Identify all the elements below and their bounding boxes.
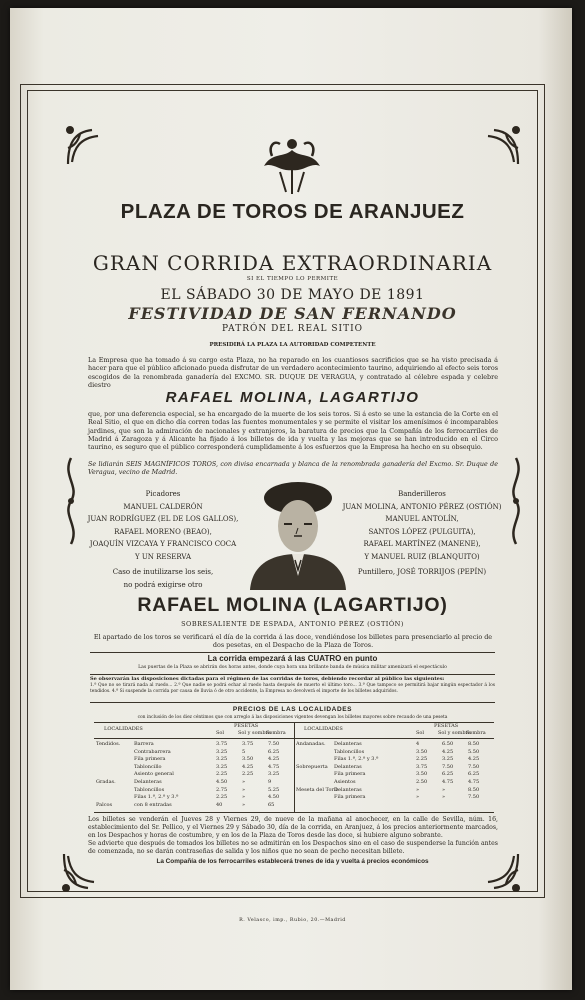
row-price-mix: » — [442, 786, 446, 793]
table-bottom-rule — [94, 812, 494, 813]
row-price-sombra: 4.75 — [468, 779, 480, 785]
sale-paragraph: Los billetes se venderán el Jueves 28 y Viernes 29, de nueve de la mañana al anochecer, en la calle de Sevilla, núm. 16, establecimiento del Sr. Pellico, y el Viernes 29 y Sábado 30, día de la corrida, en Aranjuez, á los precios anteriormente marcados, en los Despachos y horas de costumbre, y en los de la Plaza de Toros desde las doce, si hubiere alguno sobrante. — [88, 816, 498, 839]
picador-name: JOAQUÍN VIZCAYA Y FRANCISCO COCA — [89, 540, 237, 548]
row-price-sombra: 4.50 — [268, 794, 280, 801]
row-name: Filas 1.ª, 2.ª y 3.ª — [334, 756, 379, 763]
banderillero-name: RAFAEL MARTÍNEZ (MANENE), — [363, 540, 481, 548]
picador-name: Y UN RESERVA — [134, 552, 192, 561]
row-name: Asientos — [334, 779, 356, 785]
picador-name: JUAN RODRÍGUEZ (EL DE LOS GALLOS), — [87, 515, 239, 523]
bull-emblem-icon — [258, 132, 326, 198]
printer-credit: R. Velasco, imp., Rubio, 20.—Madrid — [239, 918, 346, 923]
row-price-sol: 3.25 — [216, 763, 228, 770]
picadores-column — [78, 488, 248, 591]
row-price-mix: 6.25 — [442, 771, 454, 778]
row-price-sol: 2.25 — [416, 756, 428, 763]
divider — [90, 674, 495, 675]
row-price-sombra: 4.25 — [468, 756, 480, 763]
picadores-note: no podrá exigirse otro — [123, 580, 203, 589]
row-group: Gradas. — [96, 779, 116, 785]
row-group: Meseta del Toril. — [296, 786, 339, 793]
row-price-sombra: 9 — [268, 779, 272, 785]
row-price-sol: 4 — [416, 741, 420, 747]
row-price-sol: 2.75 — [216, 786, 228, 793]
row-price-sombra: 6.25 — [468, 771, 480, 778]
price-table — [94, 722, 494, 812]
event-date: EL SÁBADO 30 DE MAYO DE 1891 — [160, 287, 425, 303]
side-ornament-right — [505, 456, 527, 546]
row-price-sombra: 65 — [268, 801, 275, 808]
row-price-sombra: 4.75 — [268, 763, 280, 770]
row-price-sol: 2.25 — [216, 794, 228, 801]
prices-heading: PRECIOS DE LAS LOCALIDADES — [232, 706, 353, 713]
header-sombra-left: Sombra — [266, 730, 286, 736]
row-price-mix: 3.25 — [442, 756, 454, 763]
banderillero-name: Y MANUEL RUIZ (BLANQUITO) — [364, 552, 480, 561]
poster-subtitle: GRAN CORRIDA EXTRAORDINARIA — [92, 251, 493, 275]
row-price-sol: 3.25 — [216, 756, 228, 763]
bulls-paragraph: Se lidiarán SEIS MAGNÍFICOS TOROS, con divisa encarnada y blanca de la renombrada ganadería del Excmo. Sr. Duque de Veragua, vecino de Madrid. — [88, 460, 498, 477]
row-price-mix: 5 — [242, 748, 246, 755]
festivity-title: FESTIVIDAD DE SAN FERNANDO — [128, 304, 457, 323]
banderillero-name: SANTOS LÓPEZ (PULGUITA), — [368, 527, 476, 536]
row-name: Barrera — [134, 741, 154, 747]
gates-note: Las puertas de la Plaza se abrirán dos horas antes, donde cuya hora una brillante banda de música militar amenizará el espectáculo — [138, 665, 447, 670]
picadores-heading: Picadores — [145, 490, 181, 498]
row-name: Tabloncillo — [134, 763, 162, 770]
row-price-sol: 3.50 — [416, 771, 428, 778]
row-price-mix: » — [242, 794, 246, 801]
sobresaliente-line: SOBRESALIENTE DE ESPADA, ANTONIO PÉREZ (OSTIÓN) — [181, 620, 404, 628]
row-price-mix: 6.50 — [442, 741, 454, 747]
table-center-rule — [294, 722, 295, 812]
row-name: Fila primera — [334, 771, 366, 778]
patron-line: PATRÓN DEL REAL SITIO — [221, 324, 364, 334]
banderillero-name: JUAN MOLINA, ANTONIO PÉREZ (OSTIÓN) — [342, 502, 502, 511]
header-mix-left: Sol y sombra — [238, 730, 271, 736]
row-name: Fila primera — [334, 794, 366, 801]
row-group: Sobrepuerta — [296, 763, 328, 770]
row-price-sombra: 5.25 — [268, 786, 280, 793]
row-price-sol: 3.50 — [416, 748, 428, 755]
prices-note: con inclusión de los diez céntimos que con arreglo á las disposiciones vigentes devengan los billetes mayores sobre recaudo de una peseta — [137, 715, 448, 720]
row-price-mix: » — [242, 786, 246, 793]
trains-line: La Compañía de los ferrocarriles establecerá trenes de ida y vuelta á precios económicos — [156, 858, 429, 865]
row-price-sombra: 7.50 — [468, 763, 480, 770]
lagartijo-portrait — [248, 480, 348, 590]
row-group: Tendidos. — [96, 741, 121, 747]
puntillero-line: Puntillero, JOSÉ TORRIJOS (PEPÍN) — [357, 568, 487, 576]
row-price-sombra: 7.50 — [468, 794, 480, 801]
row-price-sol: 3.25 — [216, 748, 228, 755]
row-price-mix: 4.25 — [442, 748, 454, 755]
row-group: Andanadas. — [296, 741, 326, 747]
row-price-mix: 7.50 — [442, 763, 454, 770]
row-price-sombra: 6.25 — [268, 748, 280, 755]
row-price-mix: 4.25 — [242, 763, 254, 770]
row-price-sombra: 8.50 — [468, 741, 480, 747]
row-price-sol: 3.75 — [216, 741, 228, 747]
table-header-rule — [94, 738, 494, 739]
row-price-sombra: 3.25 — [268, 771, 280, 778]
header-pesetas-left: PESETAS — [234, 723, 259, 729]
row-name: Delanteras — [134, 779, 162, 785]
row-price-mix: 3.75 — [242, 741, 254, 747]
picadores-note: Caso de inutilizarse los seis, — [112, 568, 214, 576]
matador-name: RAFAEL MOLINA, LAGARTIJO — [165, 389, 420, 406]
row-name: Tabloncillos — [334, 748, 365, 755]
row-price-mix: 2.25 — [242, 771, 254, 778]
row-name: Delanteras — [334, 763, 362, 770]
row-price-sombra: 4.25 — [268, 756, 280, 763]
matador-big-name: RAFAEL MOLINA (LAGARTIJO) — [137, 594, 448, 616]
intro-paragraph: La Empresa que ha tomado á su cargo esta Plaza, no ha reparado en los cuantiosos sacrificios que se ha visto precisada á hacer para que el público aficionado pueda disfrutar de un verdadero acontecimiento taurino, adquiriendo al efecto seis toros escogidos de la renombrada ganadería del EXCMO. SR. DUQUE DE VERAGUA, y contratado al célebre espada y celebre diestro — [88, 356, 498, 389]
picador-name: MANUEL CALDERÓN — [123, 502, 203, 511]
row-name: Delanteras — [334, 741, 362, 747]
row-price-mix: 3.50 — [242, 756, 254, 763]
banderilleros-heading: Banderilleros — [398, 490, 446, 498]
row-price-sol: » — [416, 786, 420, 793]
row-price-sombra: 7.50 — [268, 741, 280, 747]
row-group: Palcos — [96, 801, 113, 808]
row-name: Contrabarrera — [134, 748, 171, 755]
row-price-sol: 2.50 — [416, 779, 428, 785]
row-name: con 8 entradas — [134, 801, 172, 808]
header-sombra-right: Sombra — [466, 730, 486, 736]
row-price-sombra: 5.50 — [468, 748, 480, 755]
divider — [90, 652, 495, 653]
row-price-mix: 4.75 — [442, 779, 454, 785]
authority-line: PRESIDIRÁ LA PLAZA LA AUTORIDAD COMPETENTE — [209, 342, 376, 348]
row-price-mix: » — [242, 779, 246, 785]
exit-paragraph: Se advierte que después de tomados los billetes no se admitirán en los Despachos sino en el caso de suspenderse la función antes de comenzada, no se darán contraseñas de salida y los niños que no sean de pecho necesitan billete. — [88, 840, 498, 855]
rules-intro: Se observarán las disposiciones dictadas para el régimen de las corridas de toros, debiendo recordar al público las siguientes: — [90, 676, 445, 682]
header-pesetas-right: PESETAS — [434, 723, 459, 729]
row-price-sol: 40 — [216, 801, 223, 808]
corner-ornament-top-left — [64, 124, 110, 170]
row-name: Fila primera — [134, 756, 166, 763]
header-localidades-right: LOCALIDADES — [304, 726, 343, 732]
start-time: La corrida empezará á las CUATRO en punto — [207, 654, 378, 663]
row-name: Filas 1.ª, 2.ª y 3.ª — [134, 794, 179, 801]
row-price-sol: 2.25 — [216, 771, 228, 778]
header-sol-left: Sol — [216, 730, 225, 736]
header-sol-right: Sol — [416, 730, 425, 736]
header-localidades-left: LOCALIDADES — [104, 726, 143, 732]
banderillero-name: MANUEL ANTOLÍN, — [385, 515, 459, 523]
banderilleros-column — [337, 488, 507, 579]
description-paragraph: que, por una deferencia especial, se ha encargado de la muerte de los seis toros. Si á esto se une la estancia de la Corte en el Real Sitio, el que en dicho día corren todas las fuentes monumentales y se permite el visitar los amenísimos é incomparables jardines, que son la admiración de nacionales y extranjeros, la baratura de precios que la Compañía de los ferrocarriles de Madrid á Zaragoza y á Alicante ha fijado á los billetes de ida y vuelta y las mejoras que se han introducido en el Circo taurino, es seguro que el público corresponderá cumplidamente á los esfuerzos que la Empresa ha hecho en su obsequio. — [88, 410, 498, 452]
poster-title: PLAZA DE TOROS DE ARANJUEZ — [120, 200, 465, 223]
corner-ornament-top-right — [476, 124, 522, 170]
header-mix-right: Sol y sombra — [438, 730, 471, 736]
row-name: Tabloncillos — [134, 786, 165, 793]
rules-text: 1.ª Que no se tirará nada al ruedo... 2.ª Que nadie se podrá echar al ruedo hasta después de muerto el último toro... 3.ª Que tampoco se permitirá bajar ningún espectador á los tendidos. 4.ª Si suspende la corrida por causa de lluvia ó de otro accidente, la Empresa no devolverá el importe de los billetes adquiridos. — [90, 683, 495, 694]
picador-name: RAFAEL MORENO (BEAO), — [114, 527, 212, 536]
divider — [90, 702, 495, 703]
apartado-paragraph: El apartado de los toros se verificará el día de la corrida á las doce, vendiéndose los billetes para presenciarlo al precio de dos pesetas, en el Despacho de la Plaza de Toros. — [93, 633, 493, 650]
row-price-mix: » — [242, 801, 246, 808]
row-price-sombra: 8.50 — [468, 786, 480, 793]
row-price-sol: » — [416, 794, 420, 801]
row-name: Delanteras — [334, 786, 362, 793]
row-price-sol: 3.75 — [416, 763, 428, 770]
row-name: Asiento general — [134, 771, 174, 778]
weather-note: SI EL TIEMPO LO PERMITE — [246, 276, 339, 282]
row-price-sol: 4.50 — [216, 779, 228, 785]
row-price-mix: » — [442, 794, 446, 801]
